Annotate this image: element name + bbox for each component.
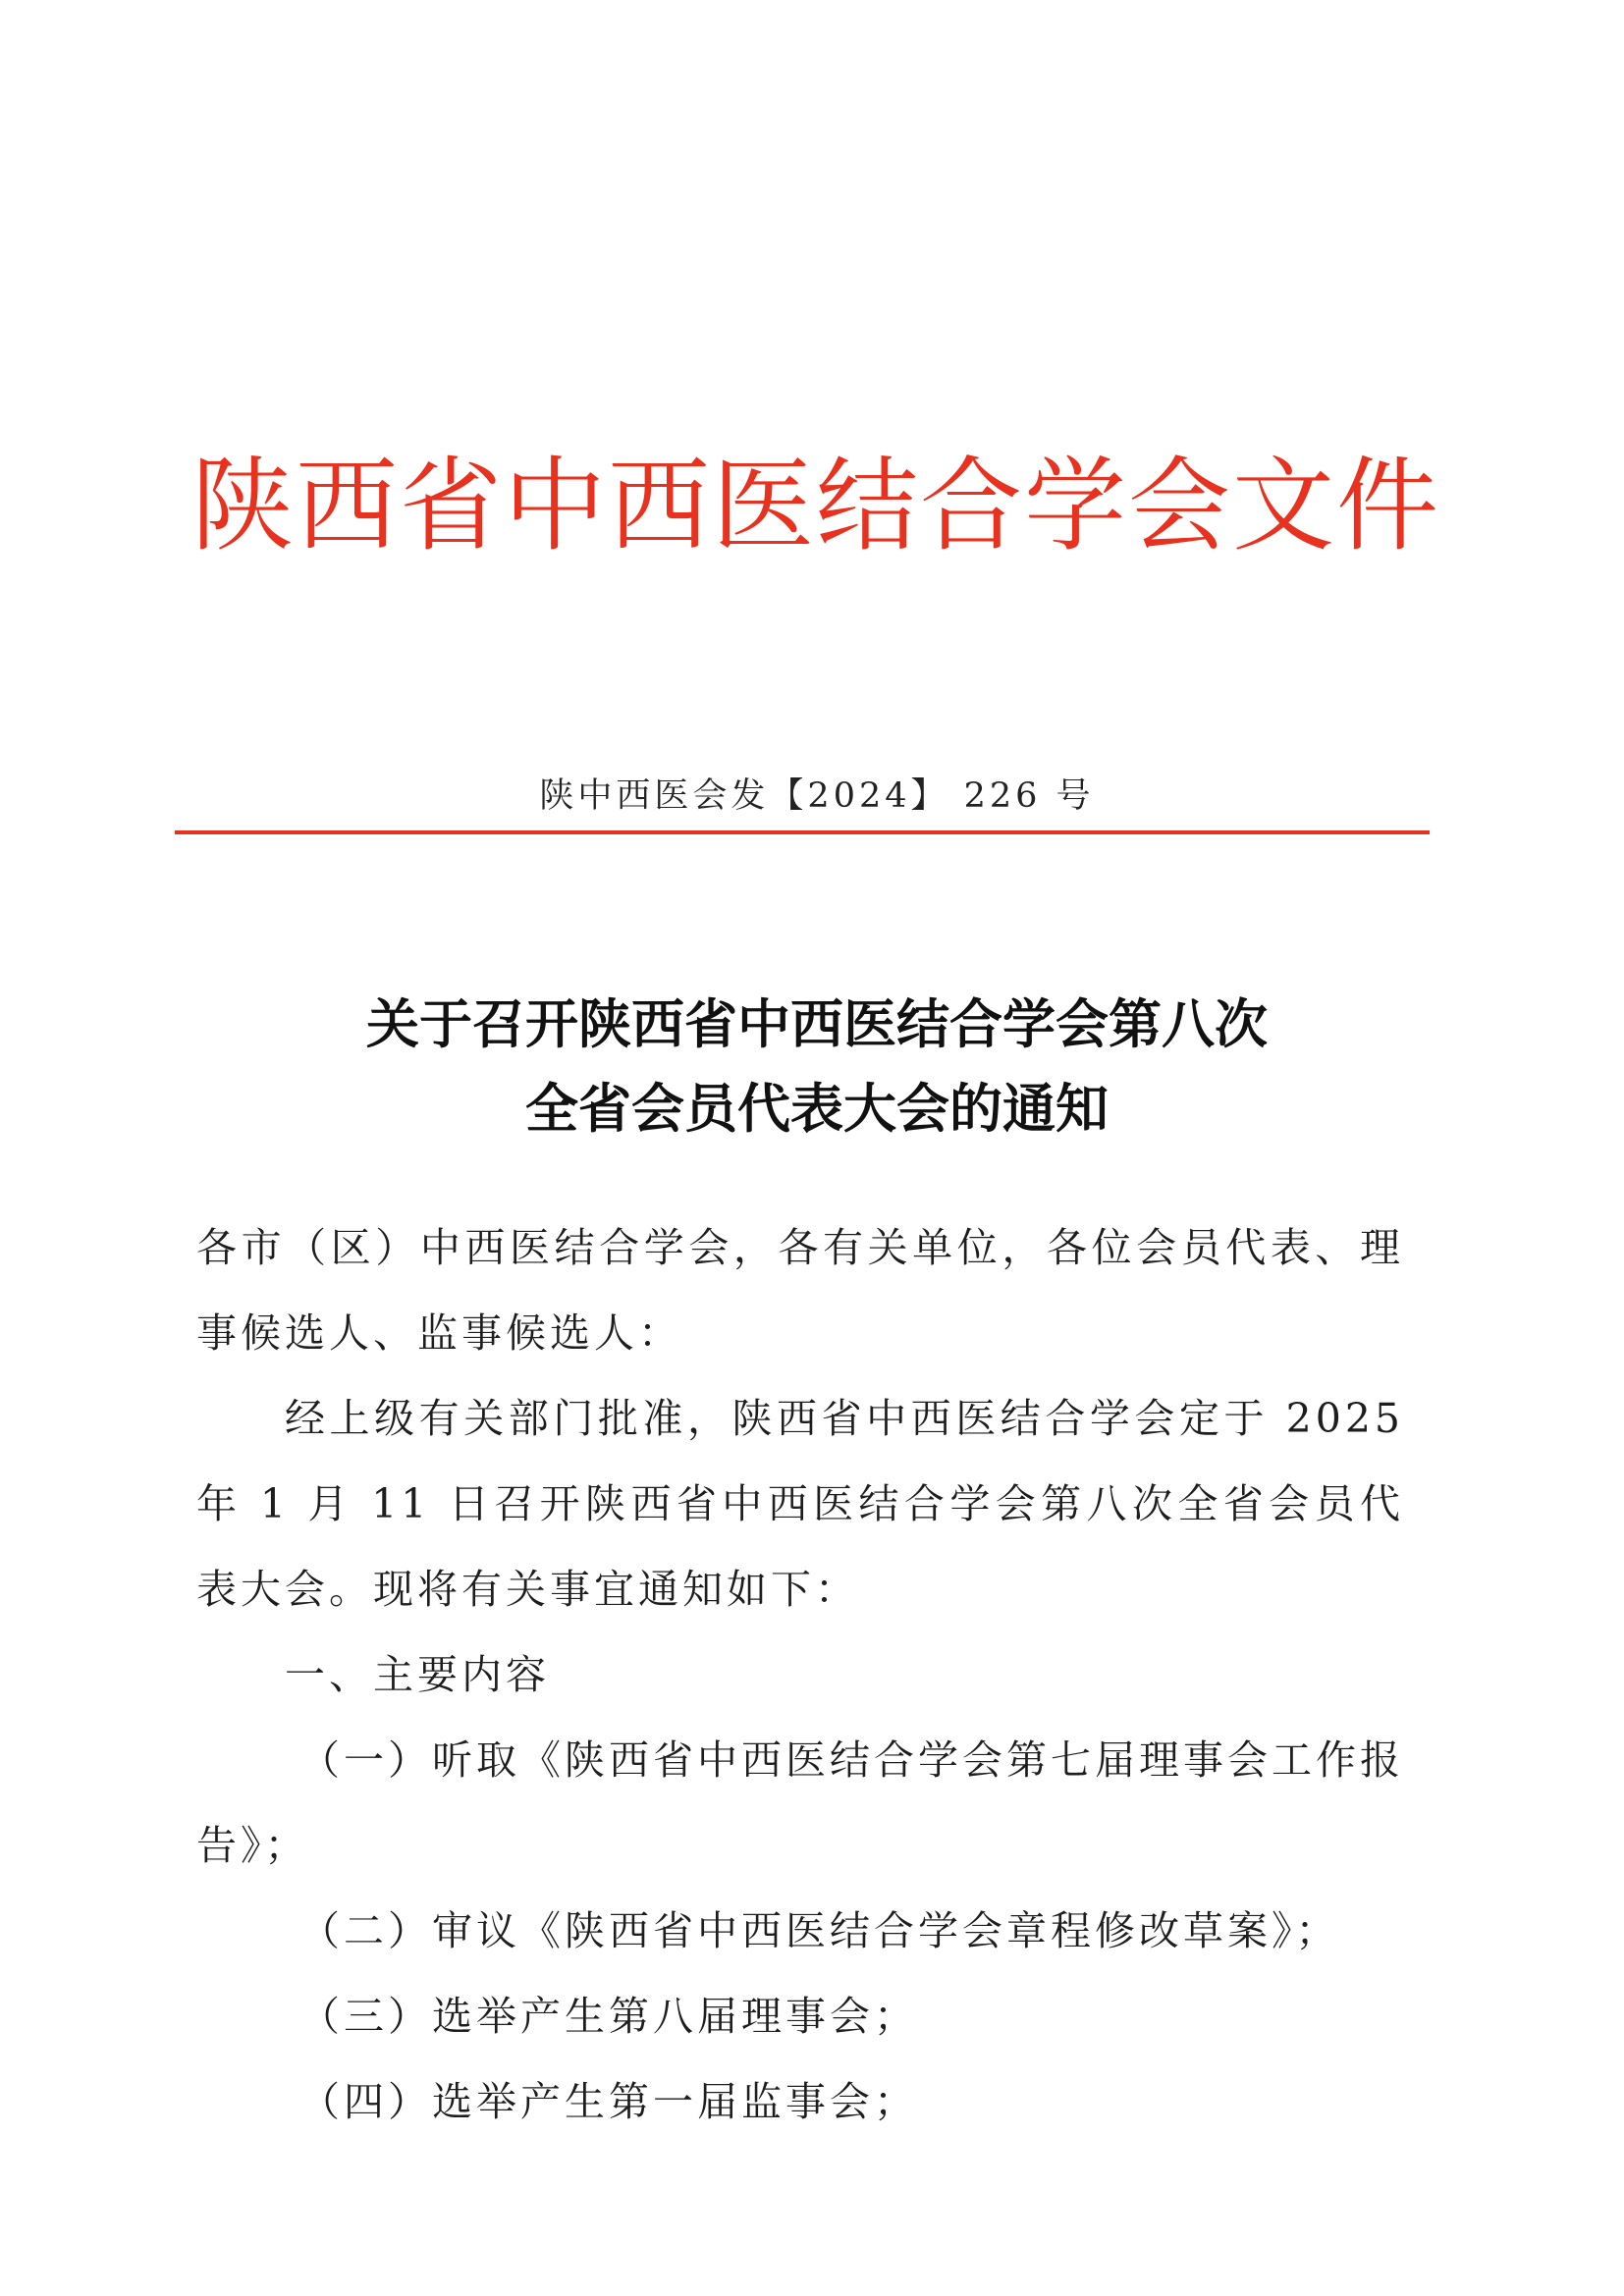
notice-title-line-2: 全省会员代表大会的通知	[525, 1077, 1109, 1140]
red-divider-line	[175, 830, 1430, 834]
addressee: 各市（区）中西医结合学会，各有关单位，各位会员代表、理事候选人、监事候选人：	[196, 1224, 1404, 1357]
list-item: （二）审议《陕西省中西医结合学会章程修改草案》；	[299, 1907, 1340, 1954]
document-number: 陕中西医会发【2024】 226 号	[539, 776, 1095, 816]
intro-paragraph: 经上级有关部门批准，陕西省中西医结合学会定于 2025 年 1 月 11 日召开陕西省中西医结合学会第八次全省会员代表大会。现将有关事宜通知如下：	[196, 1395, 1404, 1613]
notice-title-line-1: 关于召开陕西省中西医结合学会第八次	[366, 992, 1268, 1055]
section-heading: 一、主要内容	[285, 1651, 550, 1698]
list-item: （四）选举产生第一届监事会；	[299, 2078, 918, 2125]
masthead-title: 陕西省中西医结合学会文件	[190, 446, 1440, 565]
list-item: （一）听取《陕西省中西医结合学会第七届理事会工作报告》；	[196, 1736, 1404, 1869]
list-item: （三）选举产生第八届理事会；	[299, 1993, 918, 2040]
notice-title	[0, 982, 1624, 1150]
